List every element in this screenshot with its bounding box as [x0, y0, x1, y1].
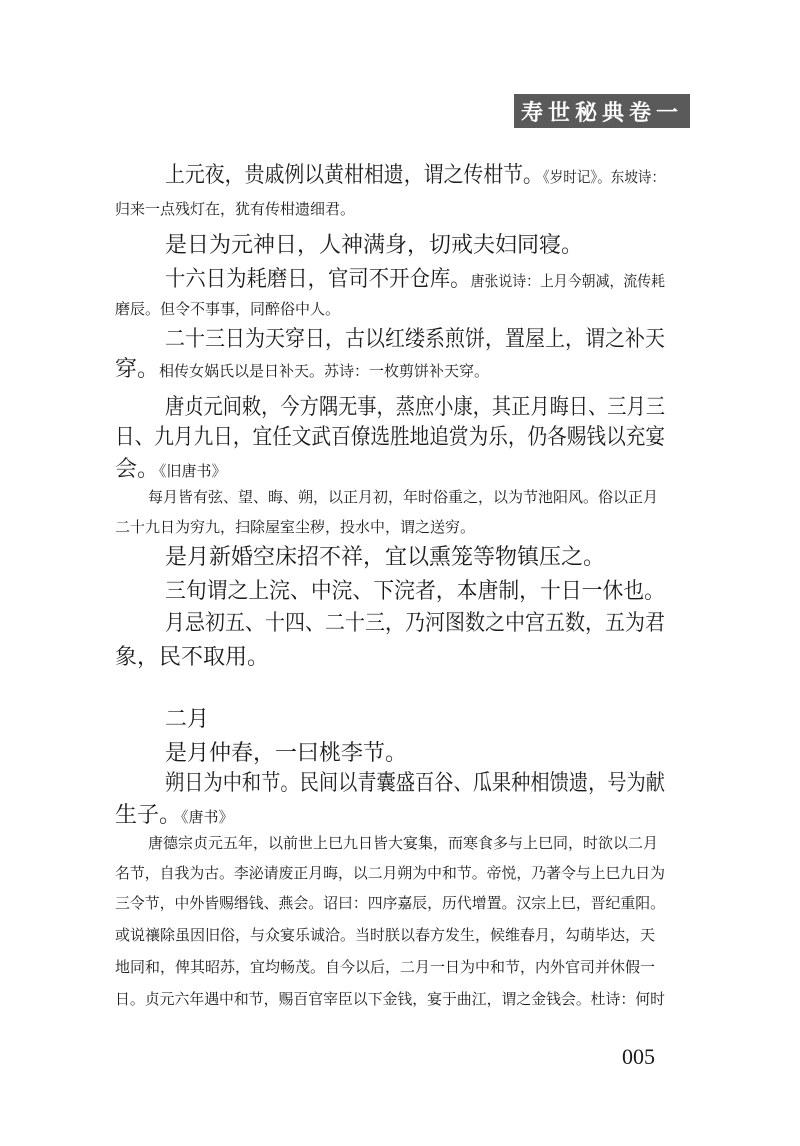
annotation-text: 三令节，中外皆赐缗钱、燕会。诏曰：四序嘉辰，历代增置。汉宗上巳，晋纪重阳。	[115, 894, 666, 912]
page-number: 005	[622, 1044, 655, 1069]
main-text: 上元夜，贵戚例以黄柑相遗，谓之传柑节。	[165, 163, 543, 188]
annotation-text: 《旧唐书》	[159, 462, 227, 480]
text-line	[115, 298, 340, 319]
annotation-text: 或说禳除虽因旧俗，与众宴乐诚洽。当时朕以春方发生，候维春月，勾萌毕达，天	[115, 926, 656, 944]
main-text: 二十三日为天穿日，古以红缕系煎饼，置屋上，谓之补天	[165, 327, 666, 352]
annotation-text: 磨辰。但令不事事，同醉俗中人。	[115, 300, 341, 318]
annotation-text: 《岁时记》。东坡诗：	[542, 168, 666, 186]
main-text: 月忌初五、十四、二十三，乃河图数之中宫五数，五为君	[165, 611, 666, 636]
text-line	[165, 766, 665, 797]
main-text: 是日为元神日，人神满身，切戒夫妇同寝。	[165, 233, 584, 258]
annotation-text: 归来一点残灯在，犹有传柑遗细君。	[115, 200, 356, 218]
main-text: 三旬谓之上浣、中浣、下浣者，本唐制，十日一休也。	[165, 579, 666, 604]
text-line	[115, 924, 655, 945]
text-line	[115, 892, 665, 913]
text-line	[165, 574, 665, 605]
main-text: 穿。	[115, 357, 160, 382]
text-line	[165, 390, 665, 421]
text-line	[115, 452, 227, 483]
text-line	[148, 832, 658, 853]
text-line	[165, 606, 665, 637]
text-line	[115, 198, 355, 219]
main-text: 是月仲春，一曰桃李节。	[165, 741, 408, 766]
text-line	[115, 956, 655, 977]
main-text: 二月	[165, 707, 210, 732]
text-line	[115, 516, 475, 537]
main-text: 唐贞元间敕，今方隅无事，蒸庶小康，其正月晦日、三月三	[165, 395, 666, 420]
annotation-text: 地同和，俾其昭苏，宜均畅茂。自今以后，二月一日为中和节，内外官司并休假一	[115, 958, 656, 976]
text-line	[115, 640, 269, 671]
text-line	[148, 486, 658, 507]
text-line	[115, 352, 489, 383]
text-line	[165, 736, 407, 767]
text-line	[115, 988, 665, 1009]
annotation-text: 二十九日为穷九，扫除屋室尘秽，投水中，谓之送穷。	[115, 518, 476, 536]
main-text: 象，民不取用。	[115, 645, 270, 670]
annotation-text: 日。贞元六年遇中和节，赐百官宰臣以下金钱，宴于曲江，谓之金钱会。杜诗：何时	[115, 990, 666, 1008]
annotation-text: 唐张说诗：上月今朝减，流传耗	[470, 272, 666, 290]
text-line	[115, 420, 665, 451]
section-heading	[165, 702, 209, 733]
annotation-text: 相传女娲氏以是日补天。苏诗：一枚剪饼补天穿。	[159, 362, 490, 380]
main-text: 十六日为耗磨日，官司不开仓库。	[165, 267, 471, 292]
header-title-bar	[514, 94, 690, 128]
annotation-text: 名节，自我为古。李泌请废正月晦，以二月朔为中和节。帝悦，乃著令与上巳九日为	[115, 864, 666, 882]
text-line	[165, 158, 665, 189]
main-text: 日、九月九日，宜任文武百僚选胜地追赏为乐，仍各赐钱以充宴	[115, 425, 666, 450]
main-text: 会。	[115, 457, 160, 482]
main-text: 朔日为中和节。民间以青囊盛百谷、瓜果种相馈遗，号为献	[165, 771, 666, 796]
main-text: 是月新婚空床招不祥，宜以熏笼等物镇压之。	[165, 545, 606, 570]
text-line	[165, 228, 583, 259]
annotation-text: 《唐书》	[181, 808, 234, 826]
annotation-text: 每月皆有弦、望、晦、朔，以正月初，年时俗重之，以为节池阳风。俗以正月	[148, 488, 659, 506]
text-line	[115, 862, 665, 883]
book-title: 寿世秘典卷一	[520, 99, 683, 126]
text-line	[115, 798, 234, 829]
text-line	[165, 262, 665, 293]
text-line	[165, 540, 605, 571]
main-text: 生子。	[115, 803, 182, 828]
text-line	[165, 322, 665, 353]
annotation-text: 唐德宗贞元五年，以前世上巳九日皆大宴集，而寒食多与上巳同，时欲以二月	[148, 834, 659, 852]
